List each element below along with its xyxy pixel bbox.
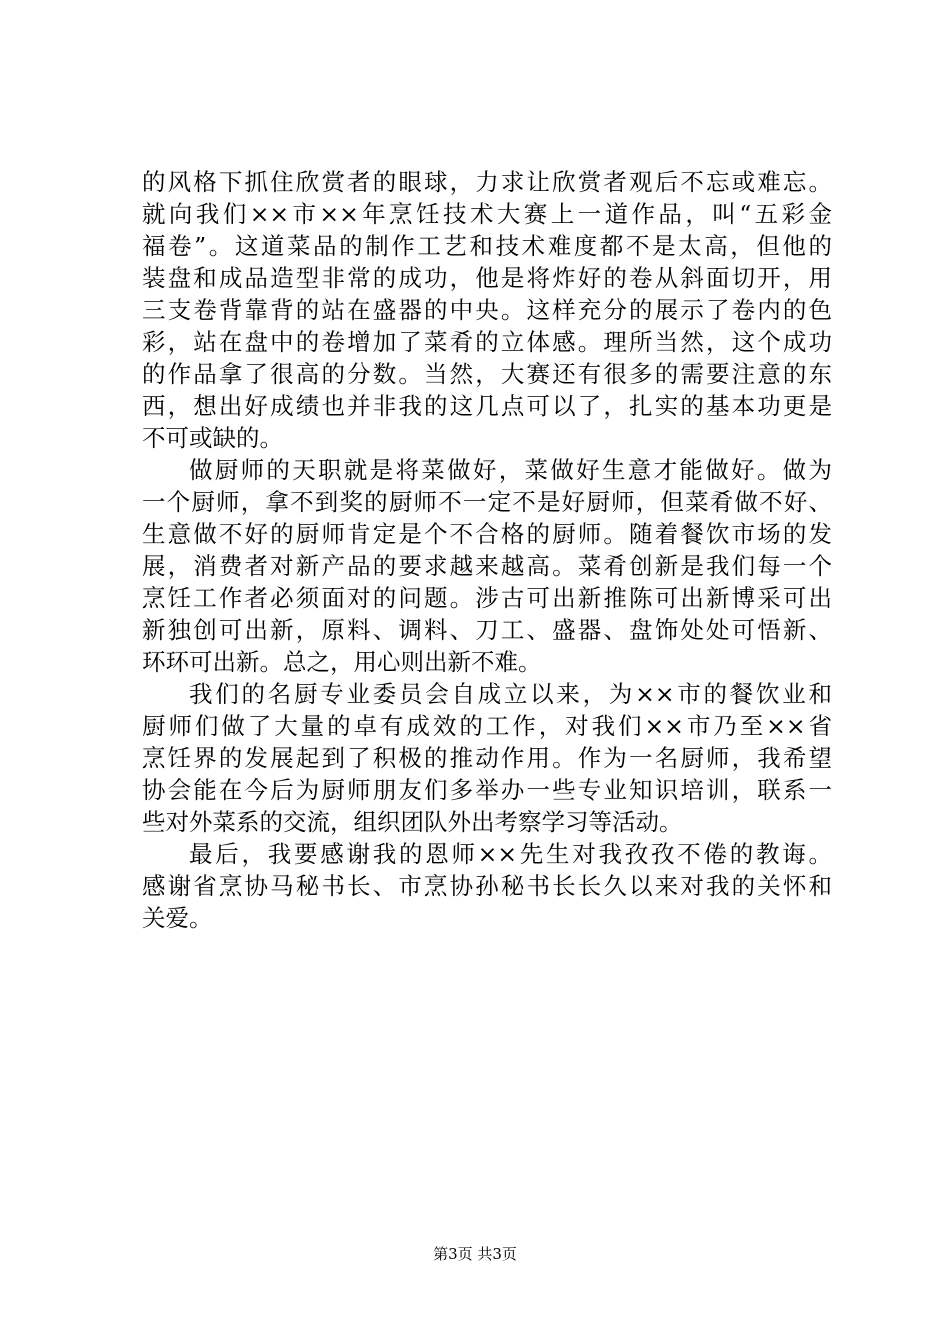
text-line: 展，消费者对新产品的要求越来越高。菜肴创新是我们每一个 [142,552,832,580]
text-line: 生意做不好的厨师肯定是个不合格的厨师。随着餐饮市场的发 [142,520,832,548]
page-footer: 第3页 共3页 [433,1245,517,1263]
text-line: 协会能在今后为厨师朋友们多举办一些专业知识培训，联系一 [142,776,832,804]
text-line: 感谢省烹协马秘书长、市烹协孙秘书长长久以来对我的关怀和 [142,872,832,900]
text-line: 的作品拿了很高的分数。当然，大赛还有很多的需要注意的东 [142,360,832,388]
text-line: 三支卷背靠背的站在盛器的中央。这样充分的展示了卷内的色 [142,296,832,324]
document-body [142,166,832,934]
text-line: 做厨师的天职就是将菜做好，菜做好生意才能做好。做为 [189,456,832,484]
text-line: 最后，我要感谢我的恩师××先生对我孜孜不倦的教诲。 [189,840,832,868]
text-line: 烹饪界的发展起到了积极的推动作用。作为一名厨师，我希望 [142,744,832,772]
text-line: 我们的名厨专业委员会自成立以来，为××市的餐饮业和 [189,680,832,708]
text-line: 些对外菜系的交流，组织团队外出考察学习等活动。 [142,808,683,836]
text-line: 一个厨师，拿不到奖的厨师不一定不是好厨师，但菜肴做不好、 [142,488,832,516]
text-line: 的风格下抓住欣赏者的眼球，力求让欣赏者观后不忘或难忘。 [142,168,832,196]
text-line: 烹饪工作者必须面对的问题。涉古可出新推陈可出新博采可出 [142,584,832,612]
text-line: 新独创可出新，原料、调料、刀工、盛器、盘饰处处可悟新、 [142,616,832,644]
text-line: 不可或缺的。 [142,424,283,452]
text-line: 彩，站在盘中的卷增加了菜肴的立体感。理所当然，这个成功 [142,328,832,356]
text-line: 关爱。 [142,904,213,932]
text-line: 厨师们做了大量的卓有成效的工作，对我们××市乃至××省 [142,712,832,740]
text-line: 装盘和成品造型非常的成功，他是将炸好的卷从斜面切开，用 [142,264,832,292]
text-line: 福卷”。这道菜品的制作工艺和技术难度都不是太高，但他的 [142,232,832,260]
text-line: 环环可出新。总之，用心则出新不难。 [142,648,542,676]
text-line: 就向我们××市××年烹饪技术大赛上一道作品，叫“五彩金 [142,200,832,228]
text-line: 西，想出好成绩也并非我的这几点可以了，扎实的基本功更是 [142,392,832,420]
